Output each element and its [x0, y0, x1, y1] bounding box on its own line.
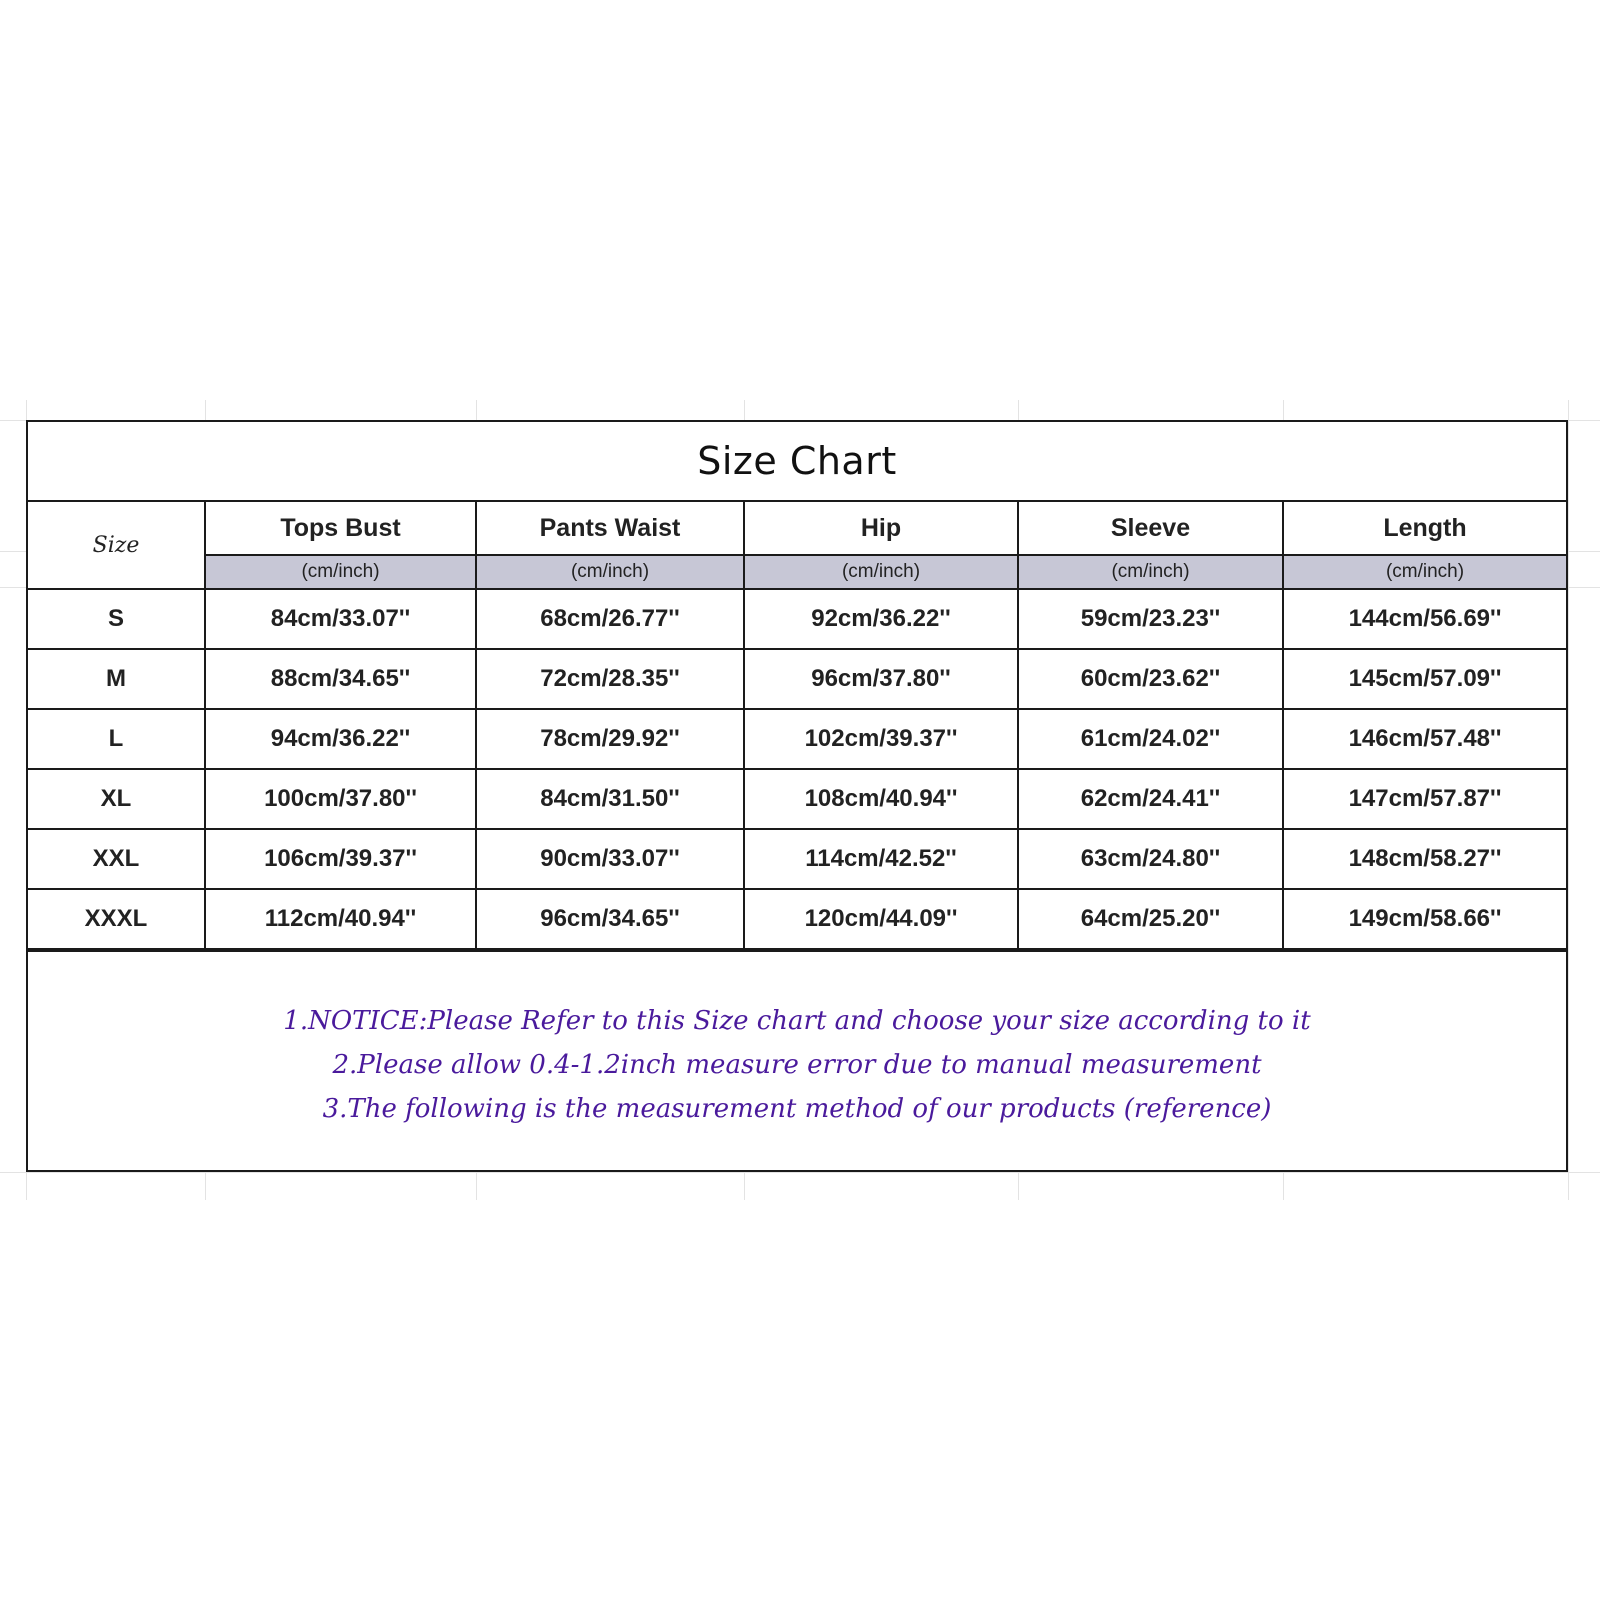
column-header-pants-waist: Pants Waist [476, 502, 744, 555]
gridline [1568, 400, 1569, 1200]
table-cell: 61cm/24.02'' [1018, 709, 1283, 769]
column-header-hip: Hip [744, 502, 1018, 555]
table-cell: 88cm/34.65'' [205, 649, 476, 709]
unit-row [28, 555, 1566, 589]
column-header-sleeve: Sleeve [1018, 502, 1283, 555]
table-cell: 63cm/24.80'' [1018, 829, 1283, 889]
table-cell: 84cm/33.07'' [205, 589, 476, 649]
table-row [28, 769, 1566, 829]
unit-label: (cm/inch) [205, 555, 476, 589]
table-cell: 64cm/25.20'' [1018, 889, 1283, 949]
unit-label: (cm/inch) [1283, 555, 1566, 589]
table-cell: 78cm/29.92'' [476, 709, 744, 769]
note-line: 3.The following is the measurement method of our products (reference) [322, 1093, 1272, 1124]
table-cell: 147cm/57.87'' [1283, 769, 1566, 829]
size-table [28, 502, 1566, 950]
table-cell: 144cm/56.69'' [1283, 589, 1566, 649]
table-row [28, 829, 1566, 889]
table-cell: 92cm/36.22'' [744, 589, 1018, 649]
unit-label: (cm/inch) [476, 555, 744, 589]
size-column-header: Size [28, 502, 205, 589]
size-label: XXL [28, 829, 205, 889]
size-chart [26, 420, 1568, 1172]
table-cell: 149cm/58.66'' [1283, 889, 1566, 949]
note-line: 1.NOTICE:Please Refer to this Size chart and choose your size according to it [283, 1005, 1311, 1036]
table-cell: 106cm/39.37'' [205, 829, 476, 889]
table-cell: 108cm/40.94'' [744, 769, 1018, 829]
table-cell: 114cm/42.52'' [744, 829, 1018, 889]
size-label: M [28, 649, 205, 709]
table-row [28, 889, 1566, 949]
table-cell: 60cm/23.62'' [1018, 649, 1283, 709]
notes-section [28, 950, 1566, 1177]
table-cell: 90cm/33.07'' [476, 829, 744, 889]
unit-label: (cm/inch) [1018, 555, 1283, 589]
table-cell: 96cm/34.65'' [476, 889, 744, 949]
table-cell: 148cm/58.27'' [1283, 829, 1566, 889]
unit-label: (cm/inch) [744, 555, 1018, 589]
title-row [28, 422, 1566, 502]
column-header-tops-bust: Tops Bust [205, 502, 476, 555]
note-line: 2.Please allow 0.4-1.2inch measure error due to manual measurement [332, 1049, 1262, 1080]
table-cell: 84cm/31.50'' [476, 769, 744, 829]
size-label: L [28, 709, 205, 769]
table-cell: 68cm/26.77'' [476, 589, 744, 649]
table-row [28, 589, 1566, 649]
size-label: S [28, 589, 205, 649]
table-cell: 120cm/44.09'' [744, 889, 1018, 949]
table-cell: 62cm/24.41'' [1018, 769, 1283, 829]
table-row [28, 649, 1566, 709]
table-cell: 112cm/40.94'' [205, 889, 476, 949]
table-cell: 59cm/23.23'' [1018, 589, 1283, 649]
size-label: XL [28, 769, 205, 829]
table-cell: 146cm/57.48'' [1283, 709, 1566, 769]
table-cell: 96cm/37.80'' [744, 649, 1018, 709]
chart-title: Size Chart [697, 439, 897, 483]
table-cell: 102cm/39.37'' [744, 709, 1018, 769]
table-cell: 100cm/37.80'' [205, 769, 476, 829]
size-label: XXXL [28, 889, 205, 949]
table-cell: 94cm/36.22'' [205, 709, 476, 769]
column-header-length: Length [1283, 502, 1566, 555]
table-row [28, 709, 1566, 769]
header-row [28, 502, 1566, 555]
table-cell: 145cm/57.09'' [1283, 649, 1566, 709]
table-cell: 72cm/28.35'' [476, 649, 744, 709]
